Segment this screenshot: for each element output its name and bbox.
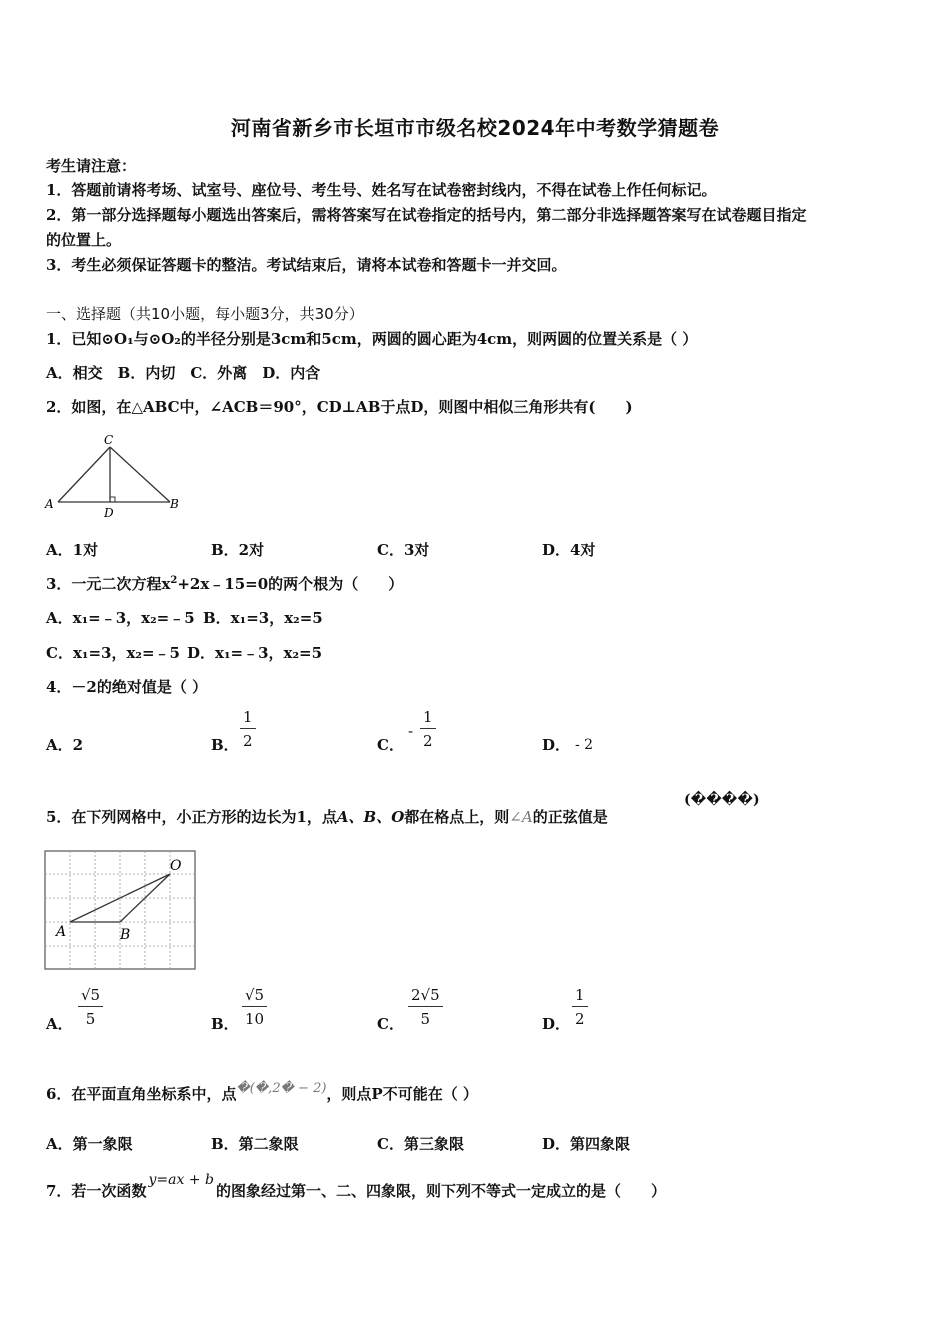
question-4-option-c-fraction: $\frac{1}{2}$ — [420, 708, 436, 750]
question-4-option-a: A．2 — [46, 736, 84, 754]
question-2-option-b: B．2对 — [211, 541, 265, 559]
question-5-option-a-label: A． — [46, 1015, 73, 1033]
label-o: O — [170, 858, 182, 874]
question-4-option-c-sign: - — [408, 722, 414, 740]
question-6-option-b: B．第二象限 — [211, 1135, 299, 1153]
question-1-options: A．相交 B．内切 C．外离 D．内含 — [46, 364, 321, 382]
triangle-figure — [40, 430, 190, 522]
question-4-option-c-label: C． — [377, 736, 404, 754]
question-5-option-c-label: C． — [377, 1015, 404, 1033]
question-3-option-b: B．x₁=3，x₂=5 — [203, 609, 323, 627]
label-b: B — [120, 927, 131, 943]
label-a: A — [45, 497, 54, 511]
notice-item: 2．第一部分选择题每小题选出答案后，需将答案写在试卷指定的括号内，第二部分非选择题答案写在试卷题目指定 — [46, 206, 807, 224]
question-4-option-b-fraction: $\frac{1}{2}$ — [240, 708, 256, 750]
notice-item: 3．考生必须保证答题卡的整洁。考试结束后，请将本试卷和答题卡一并交回。 — [46, 256, 567, 274]
question-3-option-d: D．x₁=﹣3，x₂=5 — [187, 644, 323, 662]
label-d: D — [104, 506, 114, 520]
notice-item: 的位置上。 — [46, 231, 122, 249]
notice-item: 1．答题前请将考场、试室号、座位号、考生号、姓名写在试卷密封线内，不得在试卷上作任何标记。 — [46, 181, 717, 199]
grid-figure — [44, 850, 198, 972]
question-2-option-d: D．4对 — [542, 541, 596, 559]
label-c: C — [104, 433, 114, 447]
question-5-option-b-label: B． — [211, 1015, 239, 1033]
question-5-option-c-fraction: $\frac{2√5}{5}$ — [408, 986, 443, 1028]
question-4-option-d-label: D． — [542, 736, 571, 754]
question-2-option-a: A．1对 — [46, 541, 99, 559]
question-6-option-a: A．第一象限 — [46, 1135, 133, 1153]
notice-heading: 考生请注意： — [46, 157, 137, 175]
question-5-option-b-fraction: $\frac{√5}{10}$ — [242, 986, 267, 1028]
section-heading: 一、选择题（共10小题，每小题3分，共30分） — [46, 305, 364, 323]
question-5-paren: (����) — [684, 792, 760, 808]
question-3-option-c: C．x₁=3，x₂=﹣5 — [46, 644, 180, 662]
question-6-text: 6．在平面直角坐标系中，点�(�,2� − 2)，则点P不可能在（ ） — [46, 1081, 478, 1103]
question-5-option-a-fraction: $\frac{√5}{5}$ — [78, 986, 103, 1028]
question-4-text: 4．－2的绝对值是（ ） — [46, 678, 208, 696]
question-2-text: 2．如图，在△ABC中，∠ACB＝90°，CD⊥AB于点D，则图中相似三角形共有( ) — [46, 398, 633, 416]
label-a: A — [56, 924, 67, 940]
question-6-option-c: C．第三象限 — [377, 1135, 464, 1153]
question-3-option-a: A．x₁=﹣3，x₂=﹣5 — [46, 609, 195, 627]
question-5-option-d-label: D． — [542, 1015, 571, 1033]
question-5-option-d-fraction: $\frac{1}{2}$ — [572, 986, 588, 1028]
question-2-option-c: C．3对 — [377, 541, 430, 559]
question-4-option-d-value: - 2 — [575, 737, 594, 753]
page-title: 河南省新乡市长垣市市级名校2024年中考数学猜题卷 — [230, 116, 720, 140]
question-1-text: 1．已知⊙O₁与⊙O₂的半径分别是3cm和5cm，两圆的圆心距为4cm，则两圆的位置关系是（ ） — [46, 330, 698, 348]
question-4-option-b-label: B． — [211, 736, 239, 754]
question-6-option-d: D．第四象限 — [542, 1135, 631, 1153]
label-b: B — [170, 497, 179, 511]
question-5-text: 5．在下列网格中，小正方形的边长为1，点A、B、O都在格点上，则∠A的正弦值是 — [46, 808, 608, 826]
question-7-text: 7．若一次函数y=ax + b的图象经过第一、二、四象限，则下列不等式一定成立的是（ ） — [46, 1172, 666, 1200]
question-3-text: 3．一元二次方程$x^2+2x﹣15=0$的两个根为（ ） — [46, 575, 404, 593]
